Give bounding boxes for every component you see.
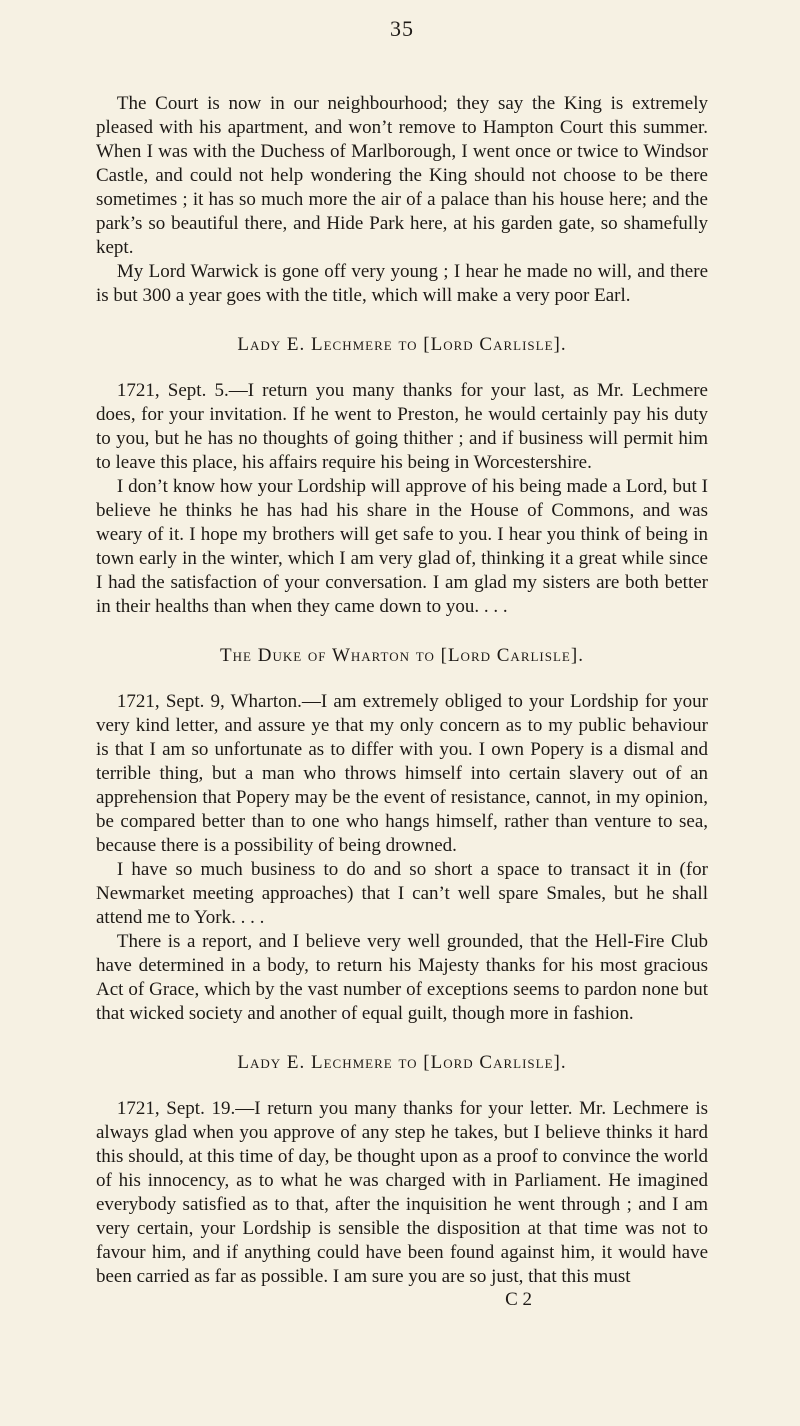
letter-heading: The Duke of Wharton to [Lord Carlisle]. <box>220 645 584 666</box>
page-number: 35 <box>390 16 414 41</box>
paragraph: The Court is now in our neighbourhood; they say the King is extremely pleased with his apartment, and won’t remove to Hampton Court this summer. When I was with the Duchess of Marlborough, I went once or twice to Windsor Castle, and could not help wondering the King should not choose to be there sometimes ; it has so much more the air of a palace than his house here; and the park’s so beautiful there, and Hide Park here, at his garden gate, so shamefully kept. <box>96 93 708 258</box>
paragraph: 1721, Sept. 5.—I return you many thanks for your last, as Mr. Lechmere does, for your invitation. If he went to Preston, he would certainly pay his duty to you, but he has no thoughts of going thither ; and if business will permit him to leave this place, his affairs require his being in Worcestershire. <box>96 380 708 473</box>
paragraph: There is a report, and I believe very well grounded, that the Hell-Fire Club have determined in a body, to return his Majesty thanks for his most gracious Act of Grace, which by the vast number of exceptions seems to pardon none but that wicked society and another of equal guilt, though more in fashion. <box>96 931 708 1024</box>
paragraph: My Lord Warwick is gone off very young ; I hear he made no will, and there is but 300 a year goes with the title, which will make a very poor Earl. <box>96 261 708 306</box>
body-text <box>96 92 708 1289</box>
letter-heading: Lady E. Lechmere to [Lord Carlisle]. <box>237 1052 567 1073</box>
paragraph: I don’t know how your Lordship will approve of his being made a Lord, but I believe he thinks he has had his share in the House of Commons, and was weary of it. I hope my brothers will get safe to you. I hear you think of being in town early in the winter, which I am very glad of, thinking it a great while since I had the satisfaction of your conversation. I am glad my sisters are both better in their healths than when they came down to you. . . . <box>96 476 708 617</box>
paragraph: 1721, Sept. 19.—I return you many thanks for your letter. Mr. Lechmere is always glad when you approve of any step he takes, but I believe thinks it hard this should, at this time of day, be thought upon as a proof to convince the world of his innocency, as to what he was charged with in Parliament. He imagined everybody satisfied as to that, after the inquisition he went through ; and I am very certain, your Lordship is sensible the disposition at that time was not to favour him, and if anything could have been found against him, it would have been carried as far as possible. I am sure you are so just, that this must <box>96 1098 708 1287</box>
paragraph: I have so much business to do and so short a space to transact it in (for Newmarket meeting approaches) that I can’t well spare Smales, but he shall attend me to York. . . . <box>96 859 708 928</box>
letter-heading: Lady E. Lechmere to [Lord Carlisle]. <box>237 334 567 355</box>
paragraph: 1721, Sept. 9, Wharton.—I am extremely obliged to your Lordship for your very kind letter, and assure ye that my only concern as to my public behaviour is that I am so unfortunate as to differ with you. I own Popery is a dismal and terrible thing, but a man who throws himself into certain slavery out of an apprehension that Popery may be the event of resistance, cannot, in my opinion, be compared better than to one who hangs himself, rather than venture to sea, because there is a possibility of being drowned. <box>96 691 708 856</box>
signature-mark: C 2 <box>505 1289 532 1310</box>
